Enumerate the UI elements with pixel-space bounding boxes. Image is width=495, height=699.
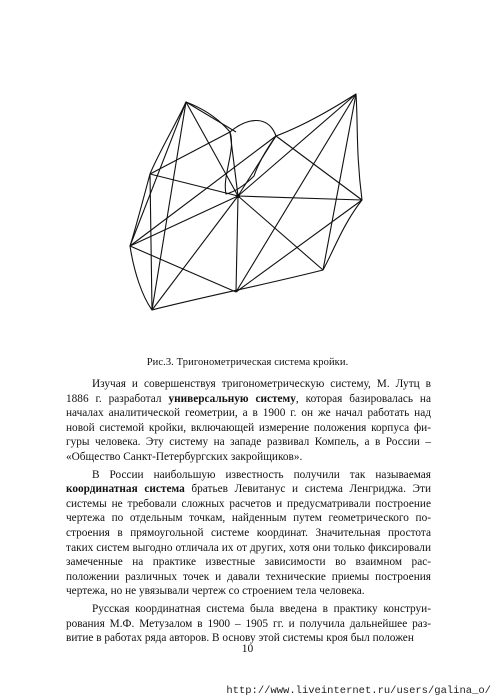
trigonometric-pattern-figure (118, 84, 380, 320)
center-point (236, 194, 239, 197)
text-run: В России наибольшую известность получили так называемая (92, 468, 431, 481)
paragraph (66, 377, 431, 465)
watermark-url: http://www.liveinternet.ru/users/galina_o/ (226, 685, 491, 697)
construction-lines (130, 94, 362, 310)
paragraph (66, 602, 431, 646)
text-run: Русская координатная система была введена в практику конструирования М.Ф. Метузалом в 1900 – 1905 гг. и получила дальнейшее развитие в работах ряда авторов. В основу этой системы кроя был положен (66, 602, 431, 645)
text-run: Изучая и совершенствуя тригонометрическую систему, М. Лутц в 1886 г. разработал (66, 378, 431, 405)
bold-term: координатная система (66, 483, 185, 496)
text-run: братьев Левитанус и система Ленгриджа. Эти системы не требовали сложных расчетов и предусматривали построение чертежа по отдельным точкам, найденным путем геометрического построения в прямоугольной системе координат. Значительная простота таких систем выгодно отличала их от других, хотя они только фиксировали замеченные на практике известные зависимости во взаимном расположении различных точек и давали технические приемы построения чертежа, но не увязывали чертеж со строением тела человека. (66, 483, 431, 598)
page-number: 10 (241, 643, 254, 655)
text-run: , которая базировалась на началах аналитической геометрии, а в 1900 г. он же начал работать над новой системой кройки, включающей измерение положения корпуса фигуры человека. Эту систему на западе развивал Компель, а в России – «Общество Санкт-Петербургских закройщиков». (66, 392, 431, 463)
bold-term: универсальную систему (168, 392, 296, 405)
paragraph (66, 468, 431, 599)
pattern-neck-curve (230, 121, 276, 137)
body-text (66, 377, 431, 649)
figure-caption: Рис.3. Тригонометрическая система кройки. (146, 357, 349, 368)
pattern-outline (130, 94, 362, 310)
